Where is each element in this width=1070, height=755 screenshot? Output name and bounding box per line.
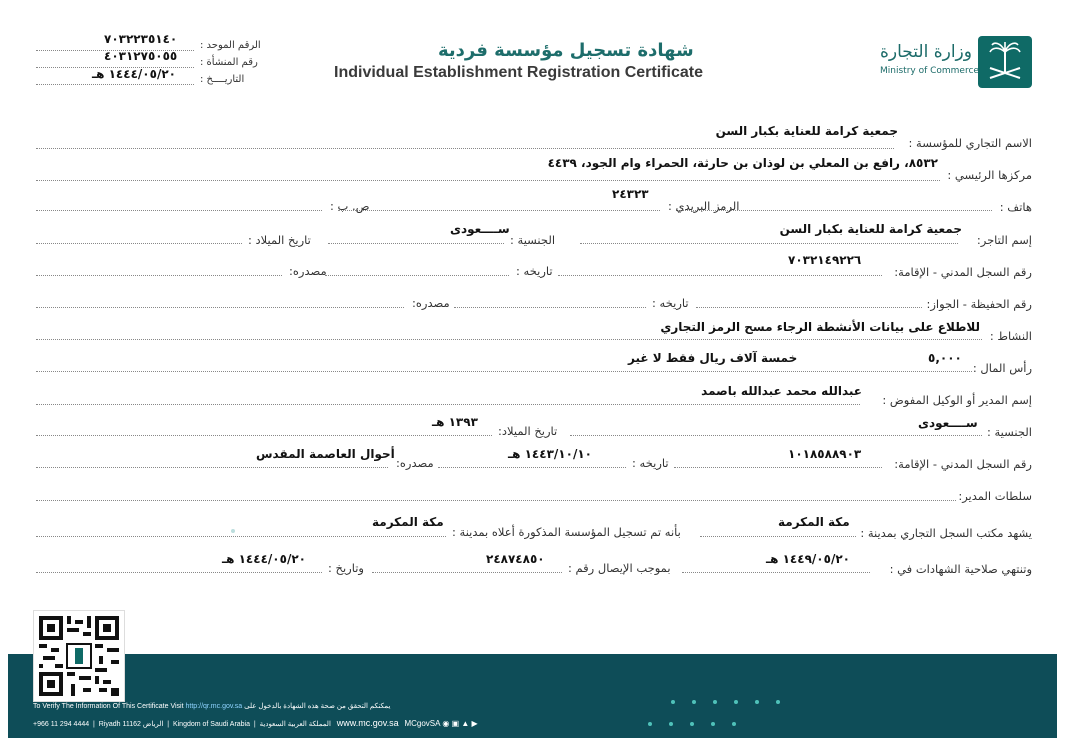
- manager-birth-label: تاريخ الميلاد:: [498, 424, 558, 438]
- registered-city-value: مكة المكرمة: [372, 515, 444, 529]
- civil-id-value: ٧٠٣٢١٤٩٢٢٦: [788, 253, 862, 267]
- trade-name-label: الاسم التجاري للمؤسسة :: [908, 136, 1032, 150]
- certificate-title-ar: شهادة تسجيل مؤسسة فردية: [438, 40, 694, 61]
- civil-source-label: مصدره:: [289, 264, 327, 278]
- footer-city-en: Riyadh 11162: [98, 721, 141, 728]
- footer-city-ar: الرياض: [142, 721, 164, 728]
- verification-qr-code[interactable]: [33, 610, 125, 702]
- stamp-mark: [231, 529, 235, 533]
- ministry-name-en: Ministry of Commerce: [880, 66, 979, 76]
- manager-birth-value: ١٣٩٣ هـ: [432, 415, 478, 429]
- manager-nationality-value: ســــعودى: [918, 416, 978, 430]
- nationality-label: الجنسية :: [510, 233, 556, 247]
- family-source-label: مصدره:: [412, 296, 450, 310]
- activity-value: للاطلاع على بيانات الأنشطة الرجاء مسح الرمز التجاري: [660, 320, 980, 334]
- manager-civil-date-value: ١٤٤٣/١٠/١٠ هـ: [508, 447, 592, 461]
- footer-kingdom-en: Kingdom of Saudi Arabia: [172, 721, 251, 728]
- manager-civil-label: رقم السجل المدني - الإقامة:: [894, 457, 1032, 471]
- footer-bar: To Verify The Information Of This Certificate Visit http://qr.mc.gov.sa يمكنكم التحقق من صحة هذه الشهادة بالدخول على +966 11 294 4444 | Riyadh 11162 الرياض | Kingdom of Saudi Arabia | المملكة العربية السعودية www.mc.gov.sa MCgovSA ◉ ▣ ▲ ▶: [8, 654, 1057, 738]
- capital-label: رأس المال :: [972, 361, 1032, 375]
- merchant-value: جمعية كرامة للعناية بكبار السن: [779, 222, 962, 236]
- expiry-label: وتنتهي صلاحية الشهادات في :: [889, 562, 1032, 576]
- receipt-date-value: ١٤٤٤/٠٥/٢٠ هـ: [222, 552, 306, 566]
- registry-office-label: يشهد مكتب السجل التجاري بمدينة :: [860, 526, 1032, 540]
- verify-text-en: To Verify The Information Of This Certificate Visit: [33, 703, 184, 710]
- hq-value: ٨٥٣٢، رافع بن المعلي بن لوذان بن حارثة، الحمراء وام الجود، ٤٤٣٩: [547, 156, 938, 170]
- trade-name-value: جمعية كرامة للعناية بكبار السن: [715, 124, 898, 138]
- establishment-number-label: رقم المنشأة :: [200, 57, 258, 68]
- activity-label: النشاط :: [989, 329, 1032, 343]
- manager-value: عبدالله محمد عبدالله باصمد: [701, 384, 862, 398]
- birthdate-label: تاريخ الميلاد :: [248, 233, 311, 247]
- phone-label: هاتف :: [999, 200, 1032, 214]
- header-date-value: ١٤٤٤/٠٥/٢٠ هـ: [92, 67, 176, 81]
- registered-city-label: بأنه تم تسجيل المؤسسة المذكورة أعلاه بمدينة :: [452, 525, 681, 539]
- receipt-label: بموجب الإيصال رقم :: [568, 561, 671, 575]
- palm-swords-icon: [978, 36, 1032, 88]
- hq-label: مركزها الرئيسي :: [947, 168, 1032, 182]
- postal-value: ٢٤٣٢٣: [612, 187, 649, 201]
- capital-in-words: خمسة آلاف ريال فقط لا غير: [628, 351, 798, 365]
- ministry-name-ar: وزارة التجارة: [880, 42, 972, 62]
- manager-powers-label: سلطات المدير:: [958, 489, 1032, 503]
- receipt-value: ٢٤٨٧٤٨٥٠: [486, 552, 545, 566]
- pobox-label: ص. ب :: [330, 199, 370, 213]
- civil-date-label: تاريخه :: [516, 264, 553, 278]
- capital-value: ٥,٠٠٠: [928, 351, 962, 365]
- verify-text-ar: يمكنكم التحقق من صحة هذه الشهادة بالدخول على: [244, 703, 391, 710]
- merchant-label: إسم التاجر:: [976, 233, 1032, 247]
- manager-source-label: مصدره:: [396, 456, 434, 470]
- manager-nationality-label: الجنسية :: [986, 425, 1032, 439]
- ministry-logo: [978, 36, 1032, 88]
- manager-label: إسم المدير أو الوكيل المفوض :: [882, 393, 1032, 407]
- registry-office-value: مكة المكرمة: [778, 515, 850, 529]
- establishment-number-value: ٤٠٣١٢٧٥٠٥٥: [104, 49, 178, 63]
- footer-phone: +966 11 294 4444: [33, 721, 90, 728]
- manager-civil-value: ١٠١٨٥٨٨٩٠٣: [788, 447, 862, 461]
- footer-social-handle[interactable]: MCgovSA: [404, 719, 441, 728]
- qr-code-icon: [39, 616, 119, 696]
- certificate-title-en: Individual Establishment Registration Certificate: [334, 64, 703, 81]
- unified-number-label: الرقم الموحد :: [200, 40, 261, 51]
- family-date-label: تاريخه :: [652, 296, 689, 310]
- verify-link[interactable]: http://qr.mc.gov.sa: [185, 703, 243, 710]
- nationality-value: ســــعودى: [450, 222, 510, 236]
- social-icons[interactable]: ◉ ▣ ▲ ▶: [442, 719, 478, 728]
- civil-id-label: رقم السجل المدني - الإقامة:: [894, 265, 1032, 279]
- header-date-label: التاريــــخ :: [200, 74, 245, 85]
- family-id-label: رقم الحفيظة - الجواز:: [926, 297, 1032, 311]
- expiry-value: ١٤٤٩/٠٥/٢٠ هـ: [766, 552, 850, 566]
- postal-label: الرمز البريدي :: [668, 199, 740, 213]
- unified-number-value: ٧٠٣٢٢٣٥١٤٠: [104, 32, 178, 46]
- footer-website[interactable]: www.mc.gov.sa: [336, 718, 399, 728]
- footer-kingdom-ar: المملكة العربية السعودية: [259, 721, 331, 728]
- manager-source-value: أحوال العاصمة المقدس: [256, 447, 395, 461]
- receipt-date-label: وتاريخ :: [328, 561, 364, 575]
- manager-civil-date-label: تاريخه :: [632, 456, 669, 470]
